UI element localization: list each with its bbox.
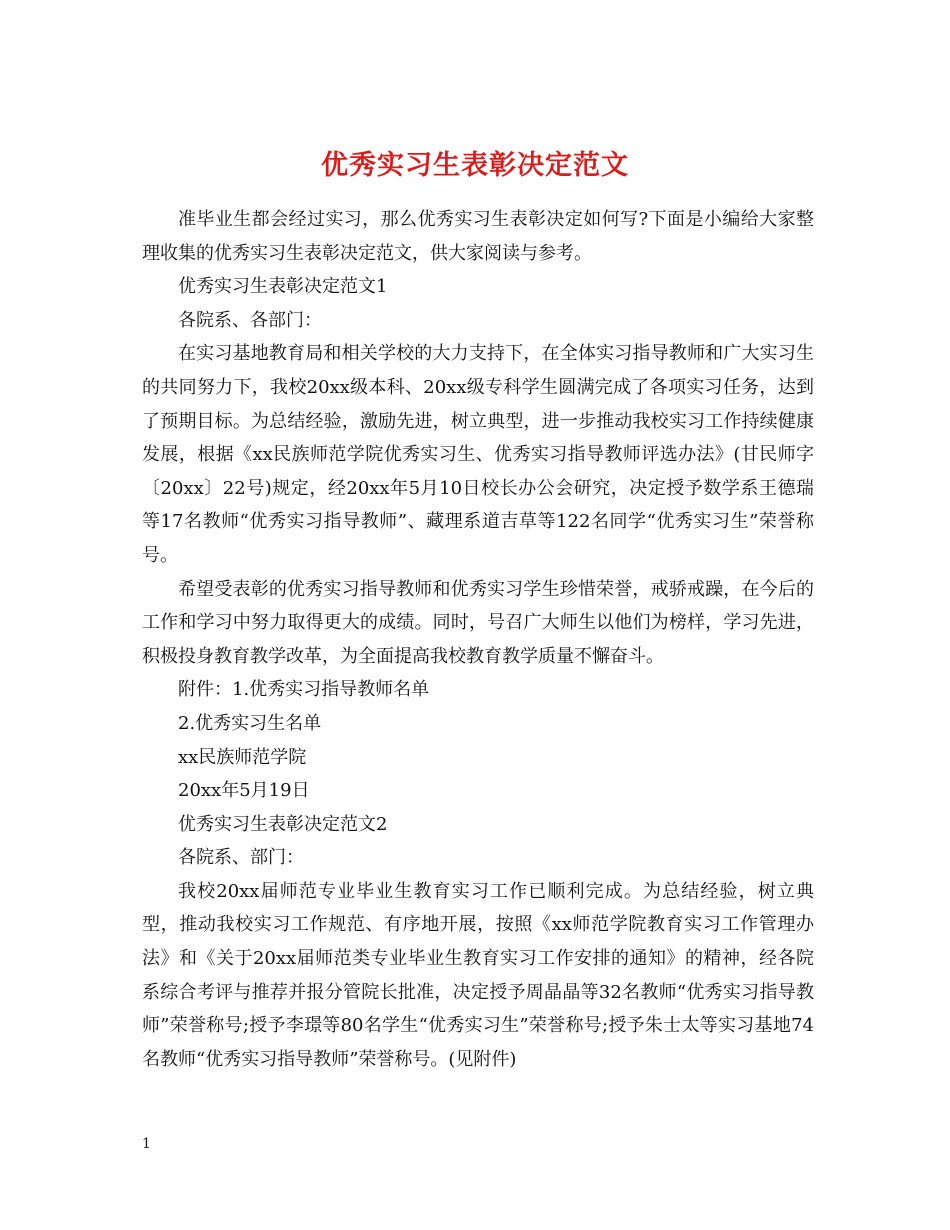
date-line: 20xx年5月19日 xyxy=(178,780,310,802)
section-heading-2: 优秀实习生表彰决定范文2 xyxy=(178,813,388,835)
issuer-line: xx民族师范学院 xyxy=(178,746,307,768)
document-title: 优秀实习生表彰决定范文 xyxy=(321,150,629,182)
body-paragraph-3: 我校20xx届师范专业毕业生教育实习工作已顺利完成。为总结经验，树立典型，推动我校实习工作规范、有序地开展，按照《xx师范学院教育实习工作管理办法》和《关于20xx届师范类专业毕业生教育实习工作安排的通知》的精神，经各院系综合考评与推荐并报分管院长批准，决定授予周晶晶等32名教师“优秀实习指导教师”荣誉称号;授予李璟等80名学生“优秀实习生”荣誉称号;授予朱士太等实习基地74名教师“优秀实习指导教师”荣誉称号。(见附件) xyxy=(142,880,814,1070)
section-heading-1: 优秀实习生表彰决定范文1 xyxy=(178,276,388,298)
salutation-2: 各院系、部门： xyxy=(178,847,304,869)
attachment-line-2: 2.优秀实习生名单 xyxy=(178,712,322,734)
salutation-1: 各院系、各部门： xyxy=(178,309,322,331)
intro-paragraph: 准毕业生都会经过实习，那么优秀实习生表彰决定如何写?下面是小编给大家整理收集的优秀实习生表彰决定范文，供大家阅读与参考。 xyxy=(142,209,814,264)
page-number: 1 xyxy=(142,1136,151,1152)
body-paragraph-1: 在实习基地教育局和相关学校的大力支持下，在全体实习指导教师和广大实习生的共同努力下，我校20xx级本科、20xx级专科学生圆满完成了各项实习任务，达到了预期目标。为总结经验，激励先进，树立典型，进一步推动我校实习工作持续健康发展，根据《xx民族师范学院优秀实习生、优秀实习指导教师评选办法》(甘民师字〔20xx〕22号)规定，经20xx年5月10日校长办公会研究，决定授予数学系王德瑞等17名教师“优秀实习指导教师”、藏理系道吉草等122名同学“优秀实习生”荣誉称号。 xyxy=(142,343,814,566)
document-body xyxy=(142,203,814,1076)
attachment-line-1: 附件：1.优秀实习指导教师名单 xyxy=(178,679,430,701)
body-paragraph-2: 希望受表彰的优秀实习指导教师和优秀实习学生珍惜荣誉，戒骄戒躁，在今后的工作和学习中努力取得更大的成绩。同时，号召广大师生以他们为榜样，学习先进，积极投身教育教学改革，为全面提高我校教育教学质量不懈奋斗。 xyxy=(142,578,814,667)
